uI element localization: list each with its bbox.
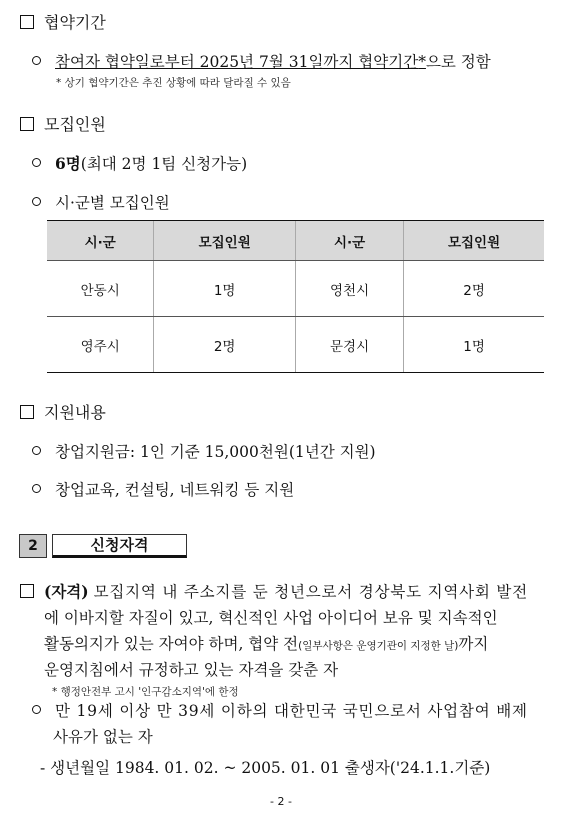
- qualification-line: 에 이바지할 자질이 있고, 혁신적인 사업 아이디어 보유 및 지속적인: [44, 609, 498, 627]
- circle-bullet-icon: [32, 158, 41, 167]
- support-item-fund: 창업지원금: 1인 기준 15,000천원(1년간 지원): [32, 440, 376, 462]
- period-item: [32, 50, 491, 72]
- qualification-label: (자격): [44, 582, 89, 601]
- circle-bullet-icon: [32, 705, 41, 714]
- period-asterisk: *: [418, 53, 426, 71]
- circle-bullet-icon: [32, 197, 41, 206]
- chapter-number: 2: [19, 534, 47, 558]
- circle-bullet-icon: [32, 56, 41, 65]
- table-cell: 문경시: [295, 317, 403, 373]
- table-cell: 영천시: [295, 261, 403, 317]
- square-bullet-icon: [20, 405, 34, 419]
- table-cell: 2명: [404, 261, 544, 317]
- section-heading-recruit: 모집인원: [20, 112, 106, 135]
- square-bullet-icon: [20, 117, 34, 131]
- table-cell: 1명: [154, 261, 296, 317]
- square-bullet-icon: [20, 584, 34, 598]
- table-cell: 1명: [404, 317, 544, 373]
- qualification-note: * 행정안전부 고시 '인구감소지역'에 한정: [52, 686, 239, 698]
- period-note: * 상기 협약기간은 추진 상황에 따라 달라질 수 있음: [56, 77, 291, 89]
- age-item: 만 19세 이상 만 39세 이하의 대한민국 국민으로서 사업참여 배제: [32, 698, 528, 724]
- circle-bullet-icon: [32, 484, 41, 493]
- period-suffix: 으로 정함: [425, 53, 491, 71]
- section-heading-period: 협약기간: [20, 10, 106, 33]
- birth-range: - 생년월일 1984. 01. 02. ~ 2005. 01. 01 출생자('24.1.1.기준): [40, 759, 491, 777]
- table-cell: 2명: [154, 317, 296, 373]
- table-header: 모집인원: [154, 221, 296, 261]
- recruit-table: [47, 220, 544, 373]
- table-header: 시·군: [295, 221, 403, 261]
- support-item-education: 창업교육, 컨설팅, 네트워킹 등 지원: [32, 478, 294, 500]
- table-row: [47, 261, 544, 317]
- table-header: 모집인원: [404, 221, 544, 261]
- recruit-item-region: 시·군별 모집인원: [32, 191, 170, 213]
- period-text: 참여자 협약일로부터 2025년 7월 31일까지 협약기간: [55, 53, 419, 71]
- page-number: - 2 -: [270, 795, 292, 808]
- table-cell: 안동시: [47, 261, 154, 317]
- circle-bullet-icon: [32, 446, 41, 455]
- table-cell: 영주시: [47, 317, 154, 373]
- section-heading-support: 지원내용: [20, 400, 106, 423]
- table-row: [47, 317, 544, 373]
- square-bullet-icon: [20, 15, 34, 29]
- table-header-row: [47, 221, 544, 261]
- qualification-line: 활동의지가 있는 자여야 하며, 협약 전(일부사항은 운영기관이 지정한 날)까지: [44, 635, 489, 653]
- recruit-item-total: 6명(최대 2명 1팀 신청가능): [32, 152, 247, 174]
- qualification-line: 모집지역 내 주소지를 둔 청년으로서 경상북도 지역사회 발전: [93, 583, 528, 601]
- age-item-continued: 사유가 없는 자: [53, 728, 153, 746]
- table-header: 시·군: [47, 221, 154, 261]
- qualification-line: 운영지침에서 규정하고 있는 자격을 갖춘 자: [44, 661, 339, 679]
- chapter-title: 신청자격: [52, 534, 187, 558]
